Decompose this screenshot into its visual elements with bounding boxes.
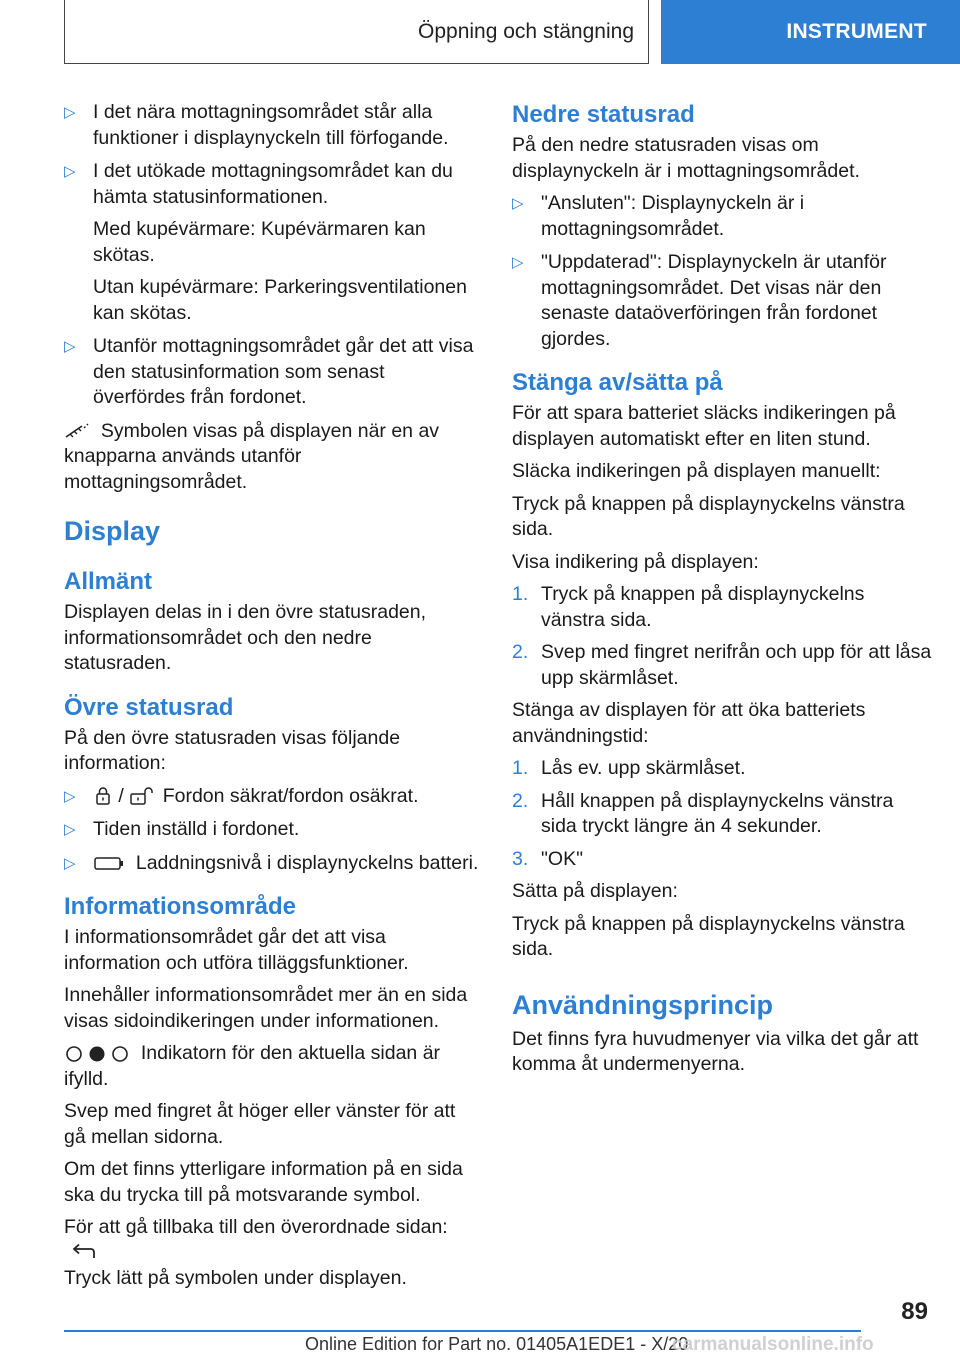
back-note (64, 1215, 482, 1266)
header-tab-label: INSTRUMENT (786, 20, 927, 43)
symbol-note (64, 419, 482, 496)
step-text: Håll knappen på displaynyckelns vänstra sida tryckt längre än 4 sekunder. (541, 789, 894, 837)
bullet-triangle-icon: ▷ (64, 854, 76, 872)
heading-stanga: Stänga av/sätta på (512, 369, 723, 396)
indicator-note (64, 1041, 482, 1092)
lock-closed-icon (93, 786, 113, 806)
header-tab-instrument[interactable] (661, 0, 960, 64)
heading-anvandningsprincip: Användningsprincip (512, 989, 774, 1020)
heading-display: Display (64, 516, 161, 546)
bullet-text: Tiden inställd i fordonet. (93, 818, 300, 840)
princip-text: Det finns fyra huvudmenyer via vilka det går att komma åt undermenyerna. (512, 1027, 919, 1075)
bullet-triangle-icon: ▷ (512, 195, 524, 212)
list-item (64, 159, 482, 326)
bullet-triangle-icon: ▷ (64, 821, 76, 838)
list-item (512, 640, 932, 691)
bullet-triangle-icon: ▷ (512, 254, 524, 271)
back-arrow-icon (70, 1243, 98, 1263)
symbol-note-text: Symbolen visas på displayen när en av knapparna används utanför mottagningsområdet. (64, 419, 440, 493)
step-text: "OK" (541, 847, 584, 870)
out-of-range-icon (64, 422, 90, 440)
step-number: 2. (512, 789, 529, 812)
bullet-text: I det nära mottagningsområdet står alla funktioner i displaynyckeln till förfogande. (93, 101, 449, 149)
satta-label: Sätta på displayen: (512, 880, 678, 902)
footer-edition: Online Edition for Part no. 01405A1EDE1 - X/20 (305, 1334, 689, 1354)
left-column (64, 100, 482, 1299)
footer-divider (64, 1330, 861, 1332)
list-item (64, 817, 482, 843)
lock-separator: / (118, 784, 124, 807)
ovre-text: På den övre statusraden visas följande information: (64, 726, 401, 774)
bullet-text: Utanför mottagningsområdet går det att visa den statusinformation som senast överfördes från fordonet. (93, 335, 474, 408)
bullet-text: Fordon säkrat/fordon osäkrat. (162, 784, 419, 807)
battery-icon (93, 854, 125, 872)
bullet-subtext: Utan kupévärmare: Parkeringsventilationen kan skötas. (93, 276, 467, 324)
page-number: 89 (901, 1298, 928, 1325)
step-number: 3. (512, 847, 529, 870)
lock-open-icon (129, 786, 157, 806)
list-item (64, 851, 482, 877)
nedre-text: På den nedre statusraden visas om displaynyckeln är i mottagningsområdet. (512, 134, 860, 182)
heading-ovre-statusrad: Övre statusrad (64, 693, 234, 721)
list-item (64, 784, 482, 810)
step-number: 1. (512, 583, 529, 605)
allmant-text: Displayen delas in i den övre statusraden, informationsområdet och den nedre statusraden. (64, 601, 427, 674)
bullet-text: I det utökade mottagningsområdet kan du hämta statusinformationen. (93, 160, 453, 208)
info-text: I informationsområdet går det att visa information och utföra tilläggsfunktioner. (64, 926, 409, 974)
bullet-triangle-icon: ▷ (64, 338, 76, 355)
step-text: Svep med fingret nerifrån och upp för att låsa upp skärmlåset. (541, 641, 932, 689)
indicator-text: Indikatorn för den aktuella sidan är ifylld. (64, 1042, 441, 1090)
back-text: För att gå tillbaka till den överordnade sidan: (64, 1216, 448, 1238)
header-section-title: Öppning och stängning (418, 19, 634, 43)
page-indicator-icon (64, 1044, 130, 1064)
stanga-text: För att spara batteriet släcks indikeringen på displayen automatiskt efter en liten stund. (512, 402, 896, 450)
bullet-triangle-icon: ▷ (64, 104, 76, 121)
bullet-triangle-icon: ▷ (64, 163, 76, 180)
heading-nedre-statusrad: Nedre statusrad (512, 101, 695, 128)
step-text: Tryck på knappen på displaynyckelns vänstra sida. (541, 583, 865, 631)
bullet-text: "Uppdaterad": Displaynyckeln är utanför mottagningsområdet. Det visas när den senaste dataöverföringen från fordonet gjordes. (541, 251, 887, 350)
bullet-subtext: Med kupévärmare: Kupévärmaren kan skötas. (93, 218, 426, 266)
stanga-text: Släcka indikeringen på displayen manuellt: (512, 460, 881, 482)
list-item (512, 191, 932, 242)
right-column (512, 100, 932, 1085)
list-item (512, 847, 932, 873)
stanga-text: Stänga av displayen för att öka batteriets användningstid: (512, 699, 866, 747)
watermark: carmanualsonline.info (672, 1334, 874, 1355)
stanga-text: Visa indikering på displayen: (512, 550, 759, 573)
heading-informationsomrade: Informationsområde (64, 893, 297, 920)
heading-allmant: Allmänt (64, 568, 153, 595)
info-text: Om det finns ytterligare information på en sida ska du trycka till på motsvarande symbol. (64, 1158, 463, 1206)
list-item (512, 756, 932, 782)
info-text: Tryck lätt på symbolen under displayen. (64, 1267, 407, 1289)
bullet-text: Laddningsnivå i displaynyckelns batteri. (135, 851, 479, 874)
header-section-box (64, 0, 649, 64)
list-item (512, 582, 932, 633)
stanga-text: Tryck på knappen på displaynyckelns vänstra sida. (512, 492, 905, 540)
satta-text: Tryck på knappen på displaynyckelns vänstra sida. (512, 912, 905, 960)
step-text: Lås ev. upp skärmlåset. (541, 757, 746, 779)
list-item (512, 250, 932, 352)
bullet-triangle-icon: ▷ (64, 787, 76, 805)
info-text: Svep med fingret åt höger eller vänster för att gå mellan sidorna. (64, 1100, 456, 1148)
list-item (512, 789, 932, 840)
info-text: Innehåller informationsområdet mer än en sida visas sidoindikeringen under informationen. (64, 984, 468, 1032)
step-number: 2. (512, 641, 529, 663)
bullet-text: "Ansluten": Displaynyckeln är i mottagningsområdet. (541, 192, 805, 240)
list-item (64, 100, 482, 151)
step-number: 1. (512, 757, 529, 779)
list-item (64, 334, 482, 411)
